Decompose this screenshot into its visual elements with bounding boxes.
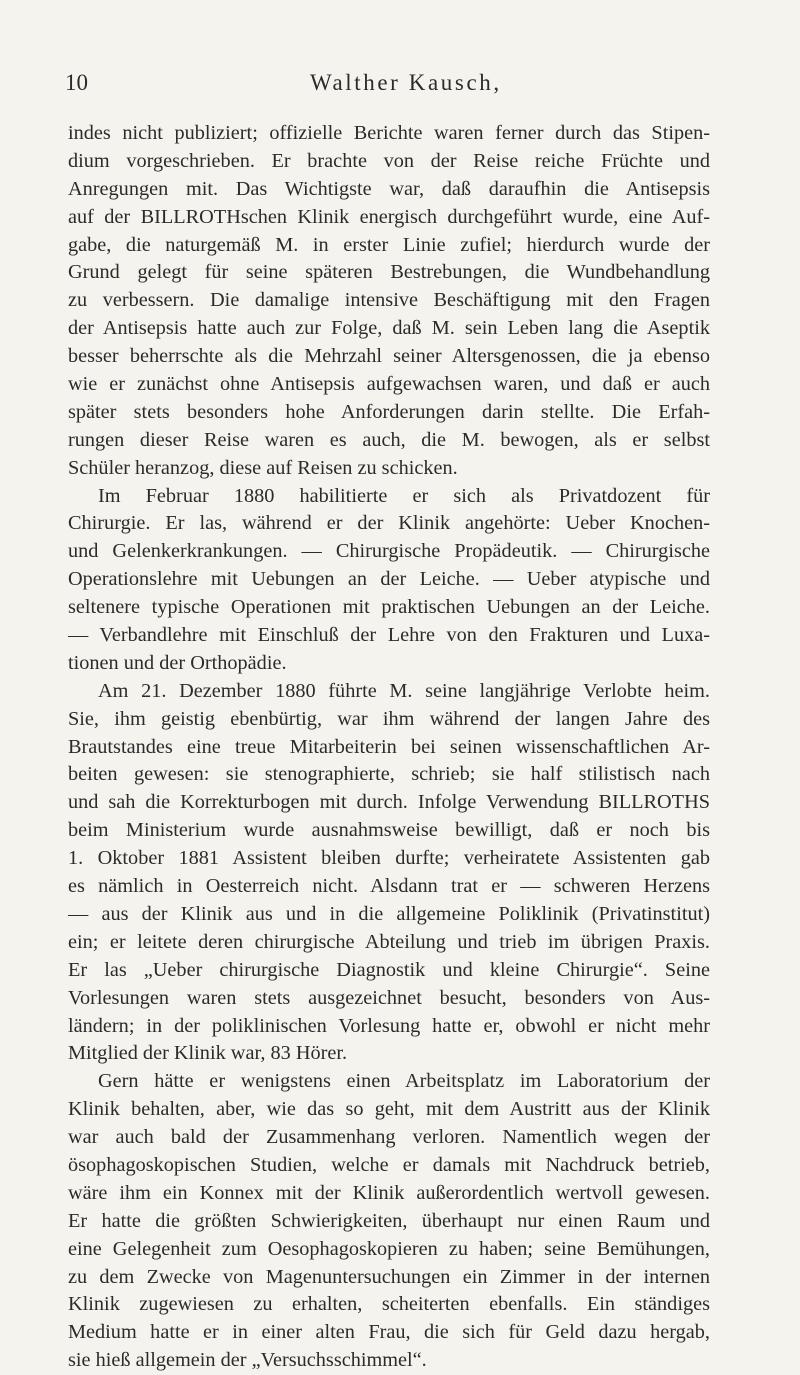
text-line: — Verbandlehre mit Einschluß der Lehre von den Frakturen und Luxa- <box>68 624 710 647</box>
text-line: ländern; in der poliklinischen Vorlesung hatte er, obwohl er nicht mehr <box>68 1014 710 1037</box>
text-line: Chirurgie. Er las, während er der Klinik angehörte: Ueber Knochen- <box>68 512 710 535</box>
text-line: Er las „Ueber chirurgische Diagnostik und kleine Chirurgie“. Seine <box>68 958 710 981</box>
text-line: Schüler heranzog, diese auf Reisen zu schicken. <box>68 456 458 479</box>
text-line: Brautstandes eine treue Mitarbeiterin bei seinen wissenschaftlichen Ar- <box>68 735 710 758</box>
text-line: dium vorgeschrieben. Er brachte von der Reise reiche Früchte und <box>68 149 710 172</box>
page-number: 10 <box>65 70 88 95</box>
text-line: Vorlesungen waren stets ausgezeichnet besucht, besonders von Aus- <box>68 986 710 1009</box>
text-line: Klinik behalten, aber, wie das so geht, mit dem Austritt aus der Klinik <box>68 1098 710 1121</box>
text-line: Im Februar 1880 habilitierte er sich als Privatdozent für <box>98 484 710 507</box>
text-line: sie hieß allgemein der „Versuchsschimmel“. <box>68 1349 427 1372</box>
text-line: Grund gelegt für seine späteren Bestrebungen, die Wundbehandlung <box>68 261 710 284</box>
text-line: wäre ihm ein Konnex mit der Klinik außerordentlich wertvoll gewesen. <box>68 1181 710 1204</box>
text-line: eine Gelegenheit zum Oesophagoskopieren zu haben; seine Bemühungen, <box>68 1237 710 1260</box>
text-line: Sie, ihm geistig ebenbürtig, war ihm während der langen Jahre des <box>68 707 710 730</box>
text-line: es nämlich in Oesterreich nicht. Alsdann trat er — schweren Herzens <box>68 875 710 898</box>
text-line: rungen dieser Reise waren es auch, die M. bewogen, als er selbst <box>68 428 710 451</box>
page-header <box>65 70 705 106</box>
text-line: besser beherrschte als die Mehrzahl seiner Altersgenossen, die ja ebenso <box>68 345 710 368</box>
text-line: — aus der Klinik aus und in die allgemeine Poliklinik (Privatinstitut) <box>68 902 710 925</box>
text-line: zu verbessern. Die damalige intensive Beschäftigung mit den Fragen <box>68 289 710 312</box>
text-line: Operationslehre mit Uebungen an der Leiche. — Ueber atypische und <box>68 568 710 591</box>
body-text <box>68 120 710 1375</box>
text-line: tionen und der Orthopädie. <box>68 651 287 674</box>
text-line: indes nicht publiziert; offizielle Berichte waren ferner durch das Stipen- <box>68 122 710 144</box>
text-line: war auch bald der Zusammenhang verloren. Namentlich wegen der <box>68 1126 710 1149</box>
text-line: der Antisepsis hatte auch zur Folge, daß M. sein Leben lang die Aseptik <box>68 317 710 340</box>
text-line: später stets besonders hohe Anforderungen darin stellte. Die Erfah- <box>68 400 710 423</box>
text-line: seltenere typische Operationen mit praktischen Uebungen an der Leiche. <box>68 596 710 619</box>
text-line: und Gelenkerkrankungen. — Chirurgische Propädeutik. — Chirurgische <box>68 540 710 563</box>
text-line: Mitglied der Klinik war, 83 Hörer. <box>68 1042 348 1065</box>
running-head: Walther Kausch, <box>310 70 502 95</box>
text-line: Anregungen mit. Das Wichtigste war, daß daraufhin die Antisepsis <box>68 177 710 200</box>
text-line: und sah die Korrekturbogen mit durch. Infolge Verwendung BILLROTHS <box>68 791 710 814</box>
text-line: Gern hätte er wenigstens einen Arbeitsplatz im Laboratorium der <box>98 1070 710 1093</box>
text-line: zu dem Zwecke von Magenuntersuchungen ein Zimmer in der internen <box>68 1265 710 1288</box>
text-line: ösophagoskopischen Studien, welche er damals mit Nachdruck betrieb, <box>68 1153 710 1176</box>
text-line: Medium hatte er in einer alten Frau, die sich für Geld dazu hergab, <box>68 1321 710 1344</box>
text-line: gabe, die naturgemäß M. in erster Linie zufiel; hierdurch wurde der <box>68 233 710 256</box>
text-line: Klinik zugewiesen zu erhalten, scheiterten ebenfalls. Ein ständiges <box>68 1293 710 1316</box>
text-line: 1. Oktober 1881 Assistent bleiben durfte; verheiratete Assistenten gab <box>68 847 710 870</box>
text-line: Am 21. Dezember 1880 führte M. seine langjährige Verlobte heim. <box>98 679 710 702</box>
text-line: beim Ministerium wurde ausnahmsweise bewilligt, daß er noch bis <box>68 819 710 842</box>
text-line: beiten gewesen: sie stenographierte, schrieb; sie half stilistisch nach <box>68 763 710 786</box>
text-line: auf der BILLROTHschen Klinik energisch durchgeführt wurde, eine Auf- <box>68 205 710 228</box>
text-line: wie er zunächst ohne Antisepsis aufgewachsen waren, und daß er auch <box>68 373 710 396</box>
text-line: Er hatte die größten Schwierigkeiten, überhaupt nur einen Raum und <box>68 1209 710 1232</box>
text-line: ein; er leitete deren chirurgische Abteilung und trieb im übrigen Praxis. <box>68 930 710 953</box>
